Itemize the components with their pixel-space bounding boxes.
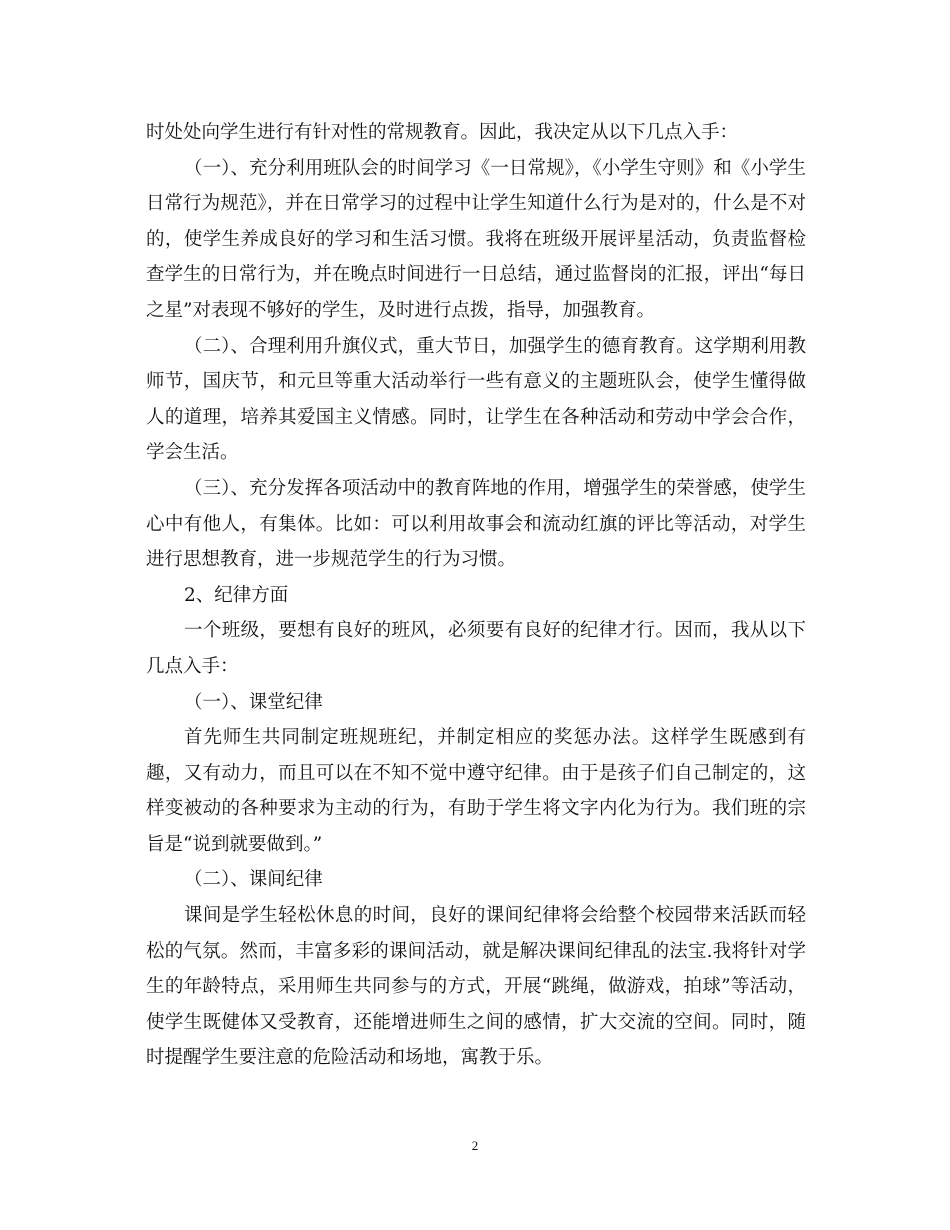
paragraph-8: 首先师生共同制定班规班纪，并制定相应的奖惩办法。这样学生既感到有趣，又有动力，而且可以在不知不觉中遵守纪律。由于是孩子们自己制定的，这样变被动的各种要求为主动的行为，有助于学生将文字内化为行为。我们班的宗旨是“说到就要做到。”: [146, 727, 806, 855]
section-heading-discipline: 2、纪律方面: [184, 584, 289, 606]
paragraph-1: 时处处向学生进行有针对性的常规教育。因此，我决定从以下几点入手：: [146, 122, 739, 143]
paragraph-6: 一个班级，要想有良好的班风，必须要有良好的纪律才行。因而，我从以下几点入手：: [146, 620, 806, 677]
subheading-break-discipline: （二）、课间纪律: [184, 869, 323, 891]
paragraph-10: 课间是学生轻松休息的时间，良好的课间纪律将会给整个校园带来活跃而轻松的气氛。然而，丰富多彩的课间活动，就是解决课间纪律乱的法宝.我将针对学生的年龄特点，采用师生共同参与的方式，开展“跳绳，做游戏，拍球”等活动，使学生既健体又受教育，还能增进师生之间的感情，扩大交流的空间。同时，随时提醒学生要注意的危险活动和场地，寓教于乐。: [146, 905, 806, 1069]
page-number: 2: [471, 1138, 479, 1153]
subheading-classroom-discipline: （一）、课堂纪律: [184, 691, 323, 713]
paragraph-4: （三）、充分发挥各项活动中的教育阵地的作用，增强学生的荣誉感，使学生心中有他人，有集体。比如：可以利用故事会和流动红旗的评比等活动，对学生进行思想教育，进一步规范学生的行为习惯。: [146, 477, 806, 571]
paragraph-3: （二）、合理利用升旗仪式，重大节日，加强学生的德育教育。这学期利用教师节，国庆节，和元旦等重大活动举行一些有意义的主题班队会，使学生懂得做人的道理，培养其爱国主义情感。同时，让学生在各种活动和劳动中学会合作，学会生活。: [146, 335, 806, 464]
document-body: [146, 115, 806, 1076]
paragraph-2: （一）、充分利用班队会的时间学习《一日常规》，《小学生守则》和《小学生日常行为规范》，并在日常学习的过程中让学生知道什么行为是对的，什么是不对的，使学生养成良好的学习和生活习惯。我将在班级开展评星活动，负责监督检查学生的日常行为，并在晚点时间进行一日总结，通过监督岗的汇报，评出“每日之星”对表现不够好的学生，及时进行点拨，指导，加强教育。: [146, 157, 806, 321]
